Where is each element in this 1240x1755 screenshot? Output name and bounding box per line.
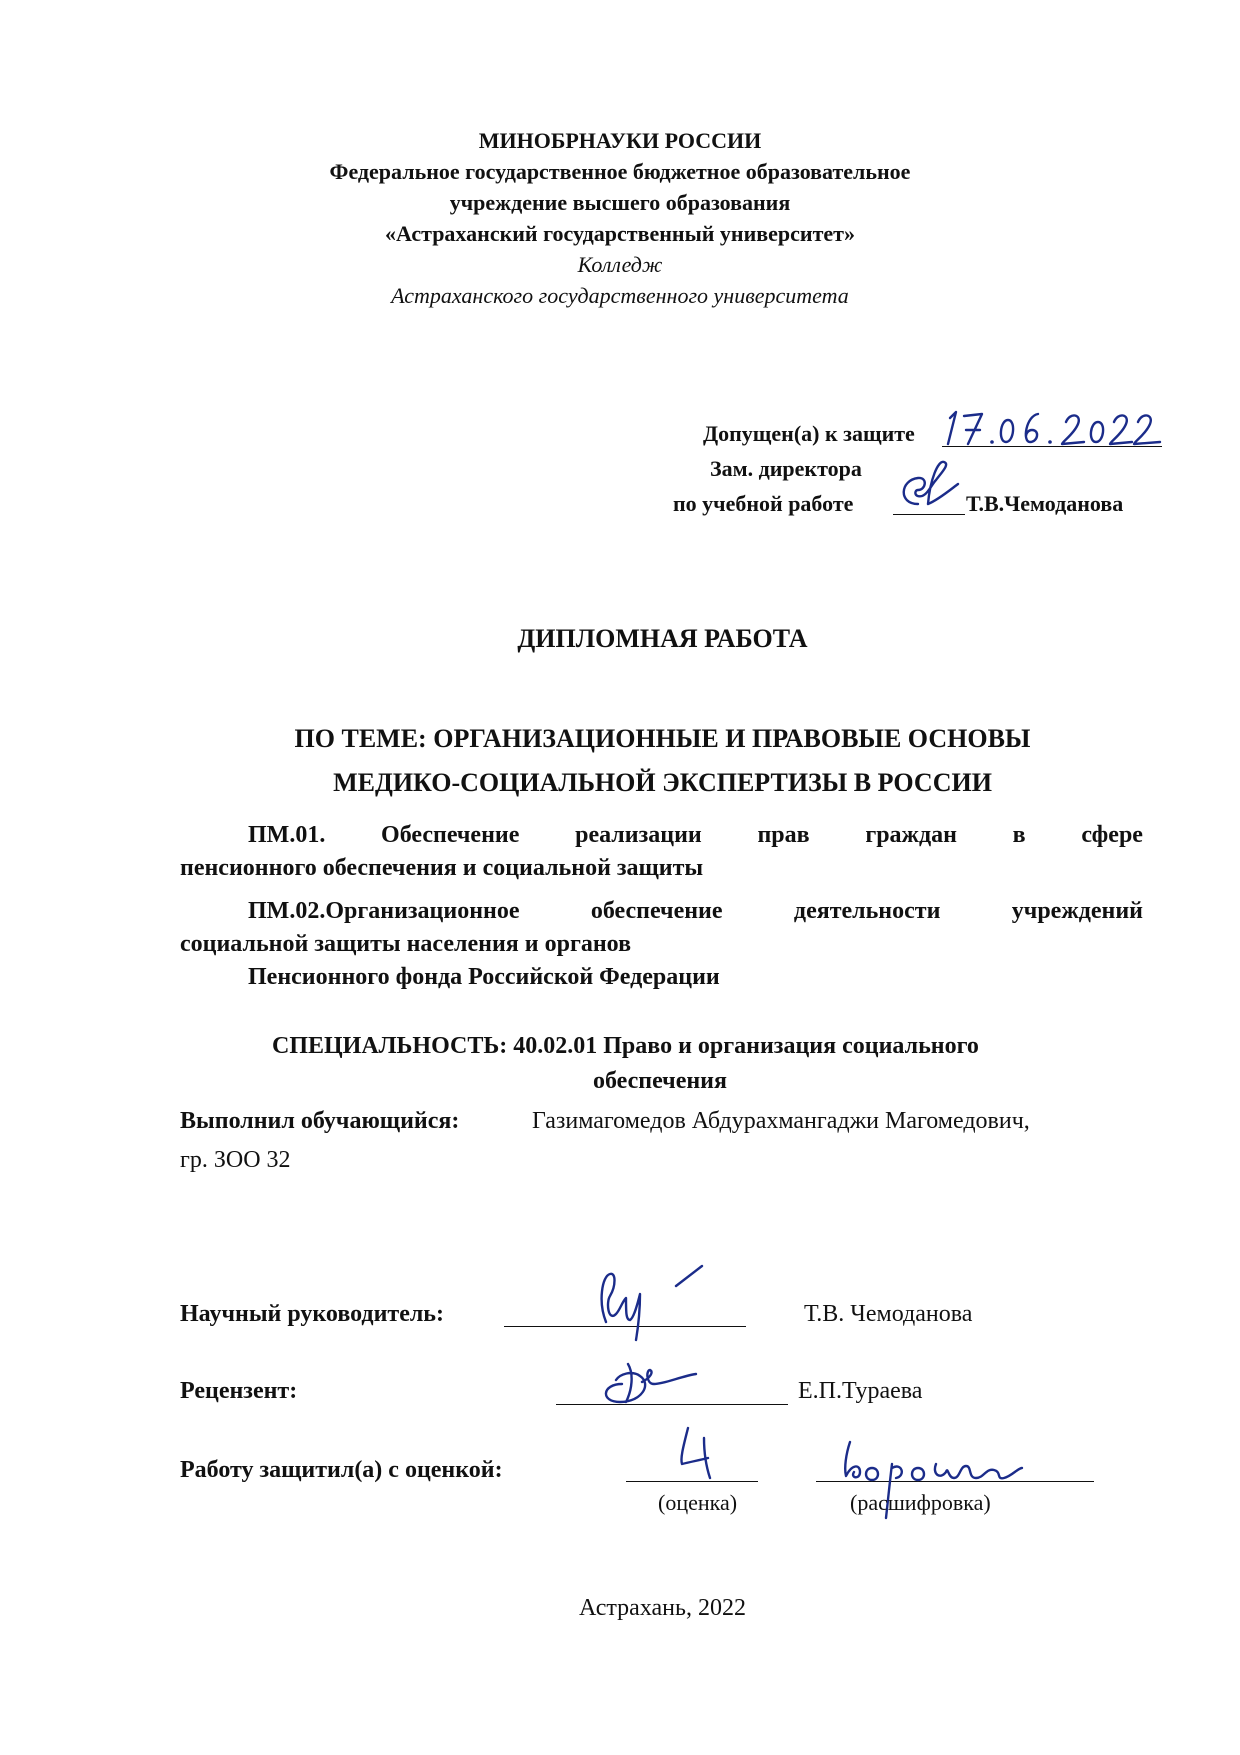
specialty-line-1: СПЕЦИАЛЬНОСТЬ: 40.02.01 Право и организация социального (272, 1033, 979, 1059)
reviewer-name: Е.П.Тураева (798, 1378, 923, 1404)
supervisor-signature-icon (580, 1262, 720, 1342)
reviewer-label: Рецензент: (180, 1378, 298, 1404)
institution-line-2: учреждение высшего образования (449, 190, 791, 215)
ministry-name: МИНОБРНАУКИ РОССИИ (478, 128, 762, 153)
college-line-1: Колледж (577, 252, 663, 277)
pm02-line-2: социальной защиты населения и органов (180, 931, 632, 957)
deputy-name: Т.В.Чемоданова (966, 491, 1124, 516)
university-name: «Астраханский государственный университет» (385, 221, 855, 246)
pm02-word: деятельности (793, 898, 941, 924)
work-label: по учебной работе (673, 491, 854, 516)
pm01-line-2: пенсионного обеспечения и социальной защиты (180, 855, 704, 881)
reviewer-signature-icon (592, 1354, 722, 1410)
grade-handwriting (670, 1424, 730, 1482)
topic-line-2: МЕДИКО-СОЦИАЛЬНОЙ ЭКСПЕРТИЗЫ В РОССИИ (333, 768, 992, 797)
deputy-label: Зам. директора (710, 456, 862, 481)
grade-caption: (оценка) (658, 1490, 738, 1515)
pm01-word: реализации (575, 822, 702, 848)
deputy-signature-icon (888, 460, 968, 520)
topic-line-1: ПО ТЕМЕ: ОРГАНИЗАЦИОННЫЕ И ПРАВОВЫЕ ОСНОВЫ (294, 724, 1031, 753)
pm01-word: Обеспечение (381, 822, 520, 848)
specialty-line-2: обеспечения (593, 1068, 727, 1094)
defended-label: Работу защитил(а) с оценкой: (180, 1457, 503, 1483)
supervisor-label: Научный руководитель: (180, 1301, 444, 1327)
pm02-word: ПМ.02.Организационное (248, 898, 520, 924)
student-label: Выполнил обучающийся: (180, 1108, 460, 1134)
pm02-word: обеспечение (590, 898, 723, 924)
college-line-2: Астраханского государственного университета (391, 283, 849, 308)
pm01-word: в (1012, 822, 1026, 848)
pm02-line-3: Пенсионного фонда Российской Федерации (248, 964, 720, 990)
admitted-label: Допущен(а) к защите (703, 421, 915, 446)
pm01-word: сфере (1081, 822, 1143, 848)
pm01-word: ПМ.01. (248, 822, 326, 848)
pm01-word: прав (757, 822, 810, 848)
pm02-word: учреждений (1011, 898, 1143, 924)
document-type: ДИПЛОМНАЯ РАБОТА (517, 624, 808, 653)
pm01-line-1 (248, 822, 1143, 849)
city-year: Астрахань, 2022 (579, 1595, 746, 1621)
supervisor-name: Т.В. Чемоданова (804, 1301, 973, 1327)
admitted-date-handwriting (942, 404, 1167, 452)
student-group: гр. ЗОО 32 (180, 1147, 291, 1173)
decoding-caption: (расшифровка) (850, 1490, 991, 1515)
pm02-line-1 (248, 898, 1143, 925)
pm01-word: граждан (865, 822, 957, 848)
student-name: Газимагомедов Абдурахмангаджи Магомедович, (532, 1108, 1030, 1134)
institution-line-1: Федеральное государственное бюджетное образовательное (329, 159, 911, 184)
